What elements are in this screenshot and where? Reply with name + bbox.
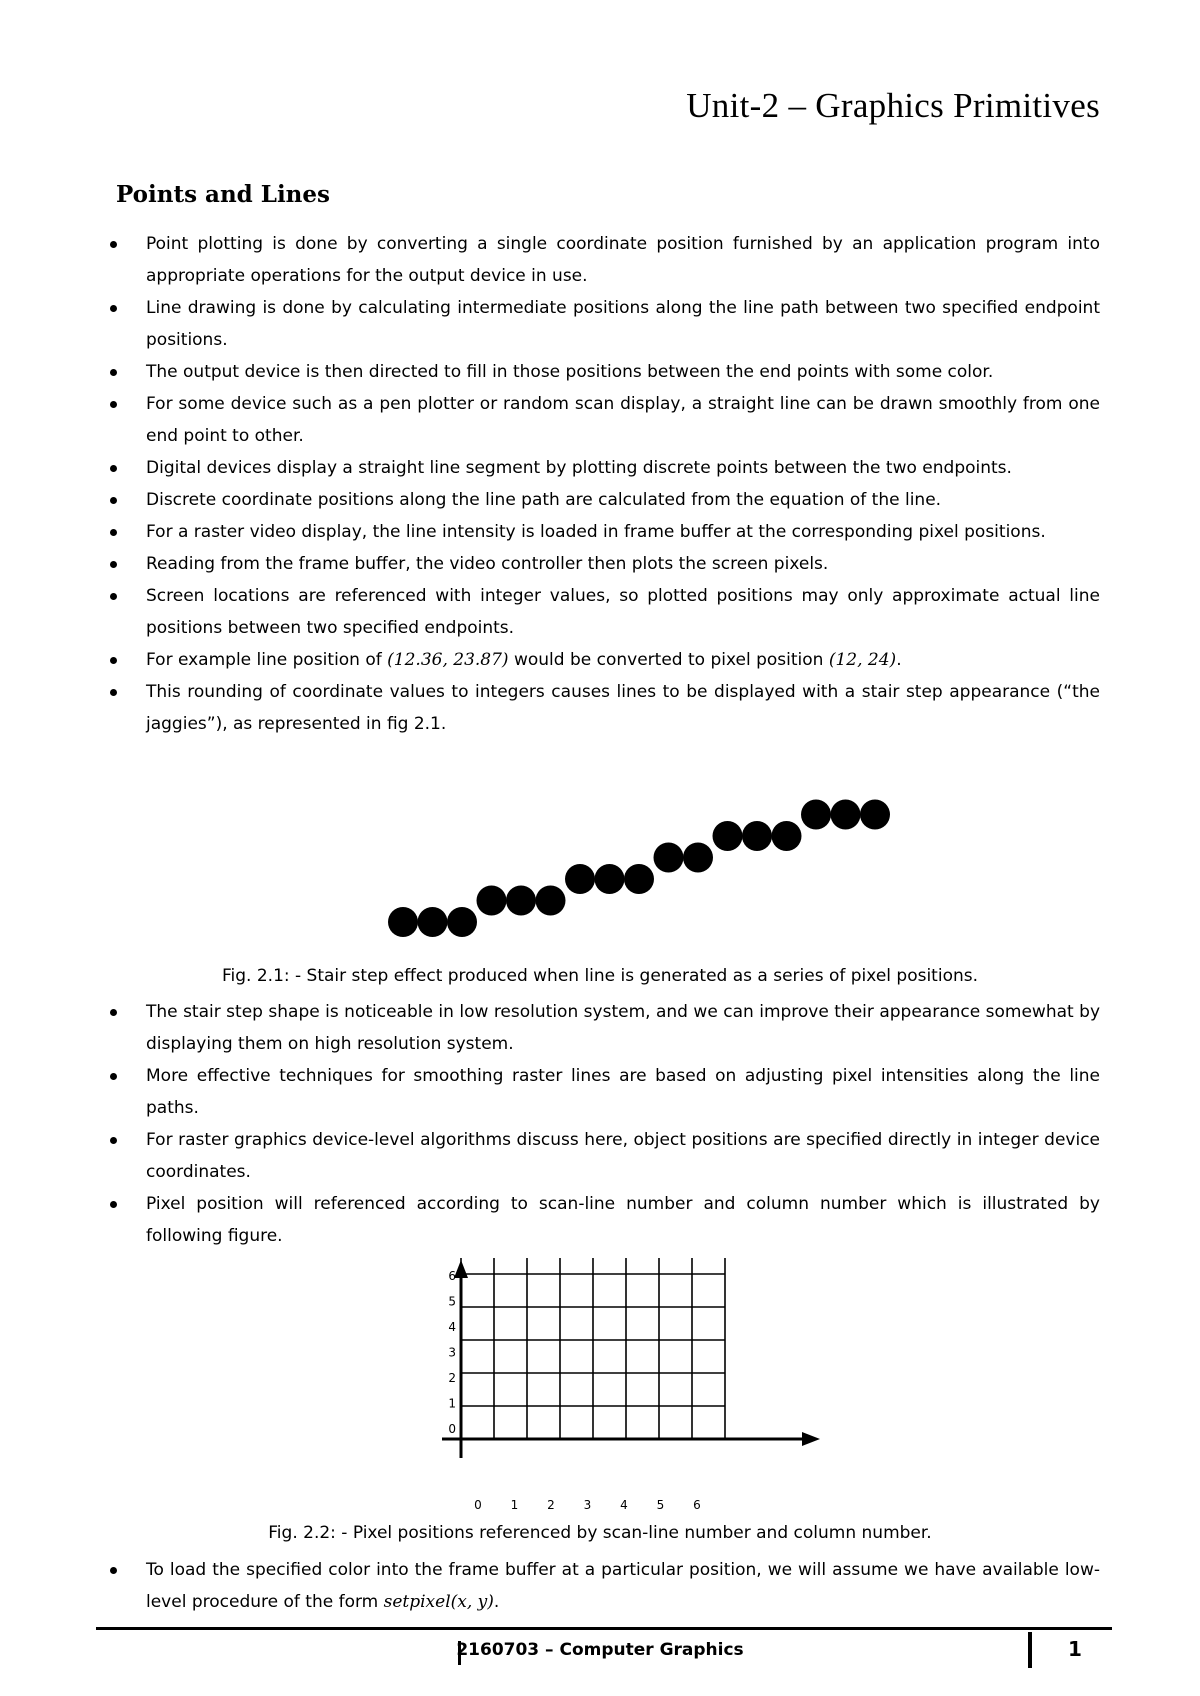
page-number: 1 xyxy=(1068,1637,1082,1661)
x-axis-arrow-icon xyxy=(802,1432,820,1446)
y-tick-label: 1 xyxy=(448,1396,456,1411)
pixel-dot xyxy=(683,843,713,873)
y-tick-label: 6 xyxy=(448,1269,456,1283)
x-tick-label: 0 xyxy=(474,1498,482,1512)
example-from-coordinate: (12.36, 23.87) xyxy=(387,650,509,670)
list-item: Discrete coordinate positions along the line path are calculated from the equation of the line. xyxy=(105,484,1100,516)
pixel-dot xyxy=(654,843,684,873)
list-item-example xyxy=(105,644,1100,676)
list-item: For a raster video display, the line intensity is loaded in frame buffer at the corresponding pixel positions. xyxy=(105,516,1100,548)
x-tick-label: 4 xyxy=(620,1498,628,1512)
y-tick-label: 3 xyxy=(448,1345,456,1360)
list-item: Point plotting is done by converting a single coordinate position furnished by an application program into appropriate operations for the output device in use. xyxy=(105,228,1100,292)
y-tick-label: 2 xyxy=(448,1371,456,1385)
footer-rule xyxy=(96,1627,1112,1630)
setpixel-suffix: . xyxy=(493,1592,500,1612)
list-item: The output device is then directed to fill in those positions between the end points with some color. xyxy=(105,356,1100,388)
y-tick-label: 4 xyxy=(448,1320,456,1334)
footer-course-title: 2160703 – Computer Graphics xyxy=(456,1640,744,1660)
pixel-dot xyxy=(801,800,831,830)
pixel-dot xyxy=(742,821,772,851)
list-item: Line drawing is done by calculating intermediate positions along the line path between two specified endpoint positions. xyxy=(105,292,1100,356)
list-item: For some device such as a pen plotter or random scan display, a straight line can be drawn smoothly from one end point to other. xyxy=(105,388,1100,452)
pixel-dot xyxy=(831,800,861,830)
pixel-dot xyxy=(388,907,418,937)
list-item: More effective techniques for smoothing raster lines are based on adjusting pixel intensities along the line paths. xyxy=(105,1060,1100,1124)
pixel-dot xyxy=(624,864,654,894)
x-tick-label: 5 xyxy=(656,1498,665,1512)
example-text-suffix: . xyxy=(896,650,902,670)
example-to-coordinate: (12, 24) xyxy=(828,650,897,670)
pixel-dot xyxy=(418,907,448,937)
list-item: This rounding of coordinate values to integers causes lines to be displayed with a stair step appearance (“the jaggies”), as represented in fig 2.1. xyxy=(105,676,1100,740)
x-tick-label: 1 xyxy=(510,1498,519,1512)
page-title: Unit-2 – Graphics Primitives xyxy=(686,86,1100,125)
bullet-list-points-and-lines xyxy=(105,228,1100,740)
figure-stair-step-pixels xyxy=(380,786,940,946)
x-tick-label: 3 xyxy=(583,1498,592,1512)
list-item: Reading from the frame buffer, the video controller then plots the screen pixels. xyxy=(105,548,1100,580)
example-text-prefix: For example line position of xyxy=(146,650,388,670)
pixel-dot xyxy=(595,864,625,894)
list-item: Digital devices display a straight line segment by plotting discrete points between the two endpoints. xyxy=(105,452,1100,484)
pixel-dot xyxy=(447,907,477,937)
x-tick-label: 6 xyxy=(693,1498,701,1512)
figure-1-caption: Fig. 2.1: - Stair step effect produced when line is generated as a series of pixel positions. xyxy=(221,966,979,986)
bullet-list-setpixel xyxy=(105,1554,1100,1618)
list-item: The stair step shape is noticeable in low resolution system, and we can improve their appearance somewhat by displaying them on high resolution system. xyxy=(105,996,1100,1060)
pixel-dot xyxy=(713,821,743,851)
y-tick-label: 0 xyxy=(448,1422,456,1436)
example-text-middle: would be converted to pixel position xyxy=(508,650,829,670)
pixel-dot xyxy=(860,800,890,830)
pixel-dot xyxy=(506,886,536,916)
pixel-dot xyxy=(565,864,595,894)
figure-2-caption: Fig. 2.2: - Pixel positions referenced by scan-line number and column number. xyxy=(268,1523,932,1543)
list-item: Pixel position will referenced according to scan-line number and column number which is illustrated by following figure. xyxy=(105,1188,1100,1252)
setpixel-function: setpixel(x, y) xyxy=(383,1592,494,1612)
figure-pixel-grid xyxy=(420,1258,820,1518)
pixel-dot xyxy=(536,886,566,916)
footer-divider-right xyxy=(1028,1632,1032,1668)
list-item: Screen locations are referenced with integer values, so plotted positions may only approximate actual line positions between two specified endpoints. xyxy=(105,580,1100,644)
y-axis-arrow-icon xyxy=(454,1260,468,1278)
pixel-dot xyxy=(477,886,507,916)
setpixel-text: To load the specified color into the frame buffer at a particular position, we will assume we have available low-level procedure of the form xyxy=(146,1560,1100,1612)
x-tick-label: 2 xyxy=(547,1498,555,1512)
pixel-dot xyxy=(772,821,802,851)
list-item-setpixel xyxy=(105,1554,1100,1618)
y-tick-label: 5 xyxy=(448,1294,456,1309)
list-item: For raster graphics device-level algorithms discuss here, object positions are specified directly in integer device coordinates. xyxy=(105,1124,1100,1188)
section-heading: Points and Lines xyxy=(116,181,330,208)
bullet-list-resolution xyxy=(105,996,1100,1252)
